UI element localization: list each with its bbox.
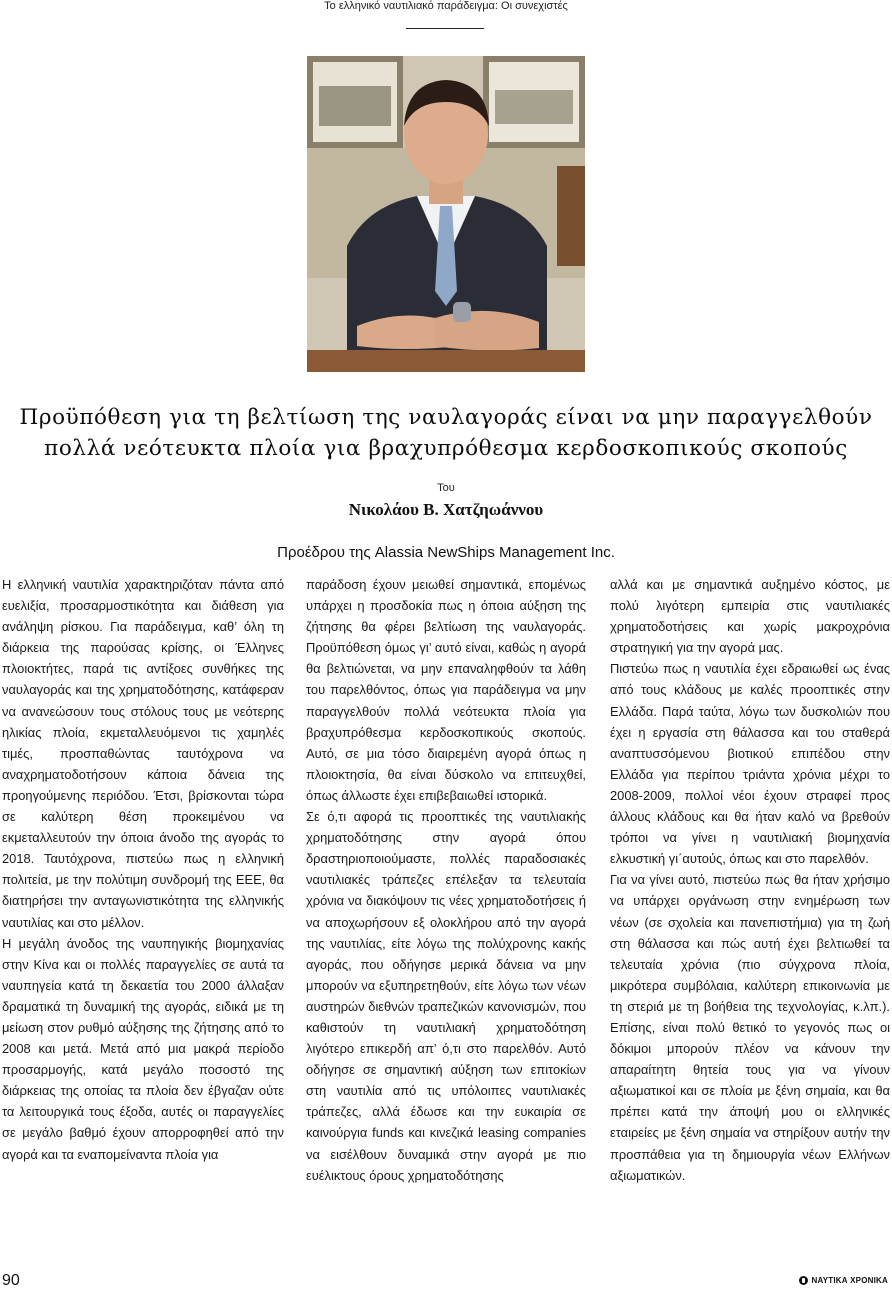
column-2-paragraph-2: Σε ό,τι αφορά τις προοπτικές της ναυτιλιακής χρηματοδότησης στην αγορά όπου δραστηριοποιούμαστε, πολλές παραδοσιακές ναυτιλιακές τράπεζες επέλεξαν τα τελευταία χρόνια να διακόψουν τις νέες χρηματοδοτήσεις ή να αποχωρήσουν εξ ολοκλήρου από την αγορά της ναυτιλίας, είτε λόγω της πολύχρονης κακής αγοράς, που οδήγησε μερικά δάνεια να μην μπορούν να εξυπηρετηθούν, είτε λόγω των νέων αυστηρών διεθνών τραπεζικών κανονισμών, που καθιστούν τη ναυτιλιακή χρηματοδότηση λιγότερο επικερδή απ’ ό,τι στο παρελθόν. Αυτό οδήγησε σε σημαντική αύξηση των επιτοκίων στη ναυτιλία από τις υπόλοιπες ναυτιλιακές τράπεζες, αλλά έδωσε και την ευκαιρία σε καινούργια funds και κινεζικά leasing companies να εισέλθουν δυναμικά στην αγορά με πιο ευέλικτους όρους χρηματοδότησης [306, 809, 586, 1183]
byline-prefix: Του [437, 482, 455, 494]
article-column-1 [2, 574, 284, 1165]
author-portrait-photo [307, 56, 585, 372]
column-1-paragraph-1: Η ελληνική ναυτιλία χαρακτηριζόταν πάντα από ευελιξία, προσαρμοστικότητα και διάθεση για ανάληψη ρίσκου. Για παράδειγμα, καθ’ όλη τη διάρκεια της παρούσας κρίσης, οι Έλληνες πλοιοκτήτες, παρά τις αντίξοες συνθήκες της ναυλαγοράς και της χρηματοδότησης, κατάφεραν να ανανεώσουν τους στόλους τους με νεότερης ηλικίας πλοία, εκμεταλλευόμενοι τις χαμηλές τιμές, προσπαθώντας ταυτόχρονα να αναχρηματοδοτήσουν κάποια δάνεια της προηγούμενης περιόδου. Έτσι, βρίσκονται τώρα σε καλύτερη θέση προκειμένου να εκμεταλλευτούν την όποια άνοδο της αγοράς το 2018. Ταυτόχρονα, πιστεύω πως η ελληνική πολιτεία, με την πολύτιμη συνδρομή της ΕΕΕ, θα διατηρήσει την ανταγωνιστικότητα της ελληνικής ναυτιλίας και στο μέλλον. [2, 577, 284, 930]
article-headline: Προϋπόθεση για τη βελτίωση της ναυλαγοράς είναι να μην παραγγελθούν πολλά νεότευκτα πλοία για βραχυπρόθεσμα κερδοσκοπικούς σκοπούς [19, 405, 873, 461]
article-column-3 [610, 574, 890, 1186]
article-column-2 [306, 574, 586, 1186]
anchor-circle-icon [799, 1276, 808, 1285]
column-3-paragraph-1: αλλά και με σημαντικά αυξημένο κόστος, με πολύ λιγότερη εμπειρία στις ναυτιλιακές χρηματοδοτήσεις και χωρίς μακροχρόνια στρατηγική για την αγορά μας. [610, 577, 890, 656]
portrait-illustration [307, 56, 585, 372]
author-role: Προέδρου της Alassia NewShips Management Inc. [277, 544, 615, 561]
column-1-paragraph-2: Η μεγάλη άνοδος της ναυπηγικής βιομηχανίας στην Κίνα και οι πολλές παραγγελίες σε αυτά τα ναυπηγεία κατά τη δεκαετία του 2000 άλλαξαν δραματικά τη δυναμική της αγοράς, ειδικά με τη μείωση στον ρυθμό αύξησης της ζήτησης από το 2008 και μετά. Μετά από μια μακρά περίοδο προσαρμογής, κατά μεγάλο ποσοστό της διάρκειας της οποίας τα πλοία δεν έβγαζαν ούτε τα λειτουργικά τους έξοδα, αυτές οι παραγγελίες σε μεγάλο βαθμό έχουν απορροφηθεί από την αγορά και τα εναπομείναντα πλοία για [2, 935, 284, 1162]
author-name: Νικολάου Β. Χατζηωάννου [348, 500, 544, 519]
footer-brand [799, 1276, 889, 1285]
page-number: 90 [2, 1272, 20, 1289]
footer-brand-label: ΝΑΥΤΙΚΑ ΧΡΟΝΙΚΑ [811, 1276, 888, 1285]
header-divider [406, 28, 484, 29]
column-2-paragraph-1: παράδοση έχουν μειωθεί σημαντικά, επομένως υπάρχει η προσδοκία πως η όποια αύξηση της ζήτησης θα φέρει βελτίωση της ναυλαγοράς. Προϋπόθεση όμως γι’ αυτό είναι, καθώς η αγορά θα βελτιώνεται, να μην επαναληφθούν τα λάθη του παρελθόντος, όπως για παράδειγμα να μην παραγγελθούν πολλά νεότευκτα πλοία για βραχυπρόθεσμα κερδοσκοπικούς σκοπούς. Αυτό, σε μια τόσο διαιρεμένη αγορά όπως η πλοιοκτησία, θα είναι δύσκολο να επιτευχθεί, όπως άλλωστε έχει επιβεβαιωθεί ιστορικά. [306, 577, 586, 803]
column-3-paragraph-3: Για να γίνει αυτό, πιστεύω πως θα ήταν χρήσιμο να υπάρχει οργάνωση στην ενημέρωση των νέων (σε σχολεία και πανεπιστήμια) για τη ζωή στη θάλασσα και πώς αυτή έχει βελτιωθεί τα τελευταία χρόνια (πιο σύγχρονα πλοία, μικρότερα συμβόλαια, καλύτερη επικοινωνία με τη στεριά με τη βοήθεια της τεχνολογίας, κ.λπ.). Επίσης, είναι πολύ θετικό το γεγονός πως οι δόκιμοι μπορούν πλέον να κάνουν την απαραίτητη θητεία τους για να γίνουν αξιωματικοί και σε πλοία με ξένη σημαία, και θα πρέπει κατά την άποψή μου οι ελληνικές εταιρείες με ξένη σημαία να στηρίξουν αυτήν την προσπάθεια για τη δημιουργία νέων Ελλήνων αξιωματικών. [610, 872, 890, 1183]
column-3-paragraph-2: Πιστεύω πως η ναυτιλία έχει εδραιωθεί ως ένας από τους κλάδους με καλές προοπτικές στην Ελλάδα. Παρά ταύτα, λόγω των δυσκολιών που έχει η εργασία στη θάλασσα και του σταθερά αναπτυσσόμενου βιοτικού επιπέδου στην Ελλάδα για περίπου τριάντα χρόνια μέχρι το 2008-2009, πολλοί νέοι έχουν στραφεί προς άλλους κλάδους και θα ήταν καλό να βρεθούν τρόποι να γίνει η ναυτιλιακή βιομηχανία ελκυστική γι΄αυτούς, όπως και στο παρελθόν. [610, 661, 890, 867]
running-header: Το ελληνικό ναυτιλιακό παράδειγμα: Οι συνεχιστές [324, 0, 568, 12]
